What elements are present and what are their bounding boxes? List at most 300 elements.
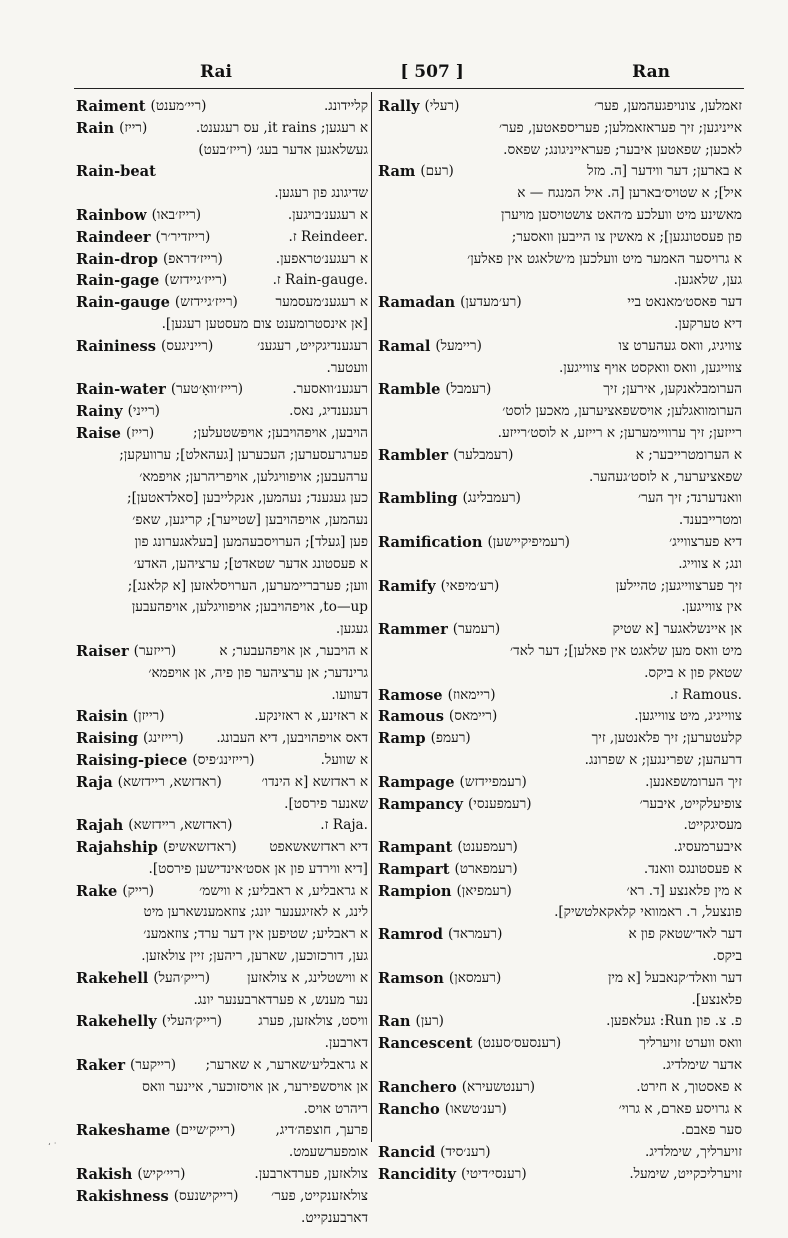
pronunciation: (רע׳מיפאי): [440, 577, 500, 594]
dictionary-entry: [76, 118, 368, 162]
definition-continuation: צווייגען, וואס וואקסט אויף צווייגען.: [558, 359, 742, 376]
headword: Raja: [76, 773, 113, 791]
entry-first-line: [378, 772, 742, 794]
pronunciation: (רייז׳דראפ): [162, 250, 223, 267]
definition-continuation: איל]; א שטויס׳בארען [ה. איל המנגח — א: [517, 185, 742, 202]
definition: פ. צ. פון Run: געלאפען.: [606, 1013, 742, 1030]
definition: רעגענדיגקייט, רעגענ׳: [257, 337, 368, 354]
headword: Raiser: [76, 642, 129, 660]
definition: א ראזינע, א ראזינקע.: [254, 708, 368, 725]
pronunciation: (רעמפענט): [457, 839, 518, 856]
definition-continuation: ערהעבען; אויפוויגלען, אויפריהרען; אויפמא׳: [139, 468, 368, 485]
dictionary-entry: [76, 205, 368, 227]
headword: Rambling: [378, 490, 458, 508]
definition-continuation: דרעהען; שפרינגען; א שפרונג.: [584, 751, 742, 768]
definition: א גראבליע׳שארער, א שארער;: [205, 1057, 368, 1074]
definition: א רעגענ׳מעסמער: [275, 294, 368, 311]
header-left-guideword: Rai: [200, 62, 232, 82]
definition: פרעך, חוצפה׳דיג,: [275, 1122, 368, 1139]
definition-continuation: א פעסטונג אדער שטאדט]; ערציהען, האדע׳: [133, 555, 368, 572]
entry-first-line: [76, 249, 368, 271]
pronunciation: (רייניגעס): [160, 337, 214, 354]
entry-first-line: [378, 445, 742, 467]
headword: Rancho: [378, 1100, 440, 1118]
dictionary-entry: [76, 1186, 368, 1230]
headword: Raisin: [76, 708, 128, 726]
definition-continuation: לאכען; שפאטען איבער; פעראייניגונג; שפאס.: [503, 141, 742, 158]
pronunciation: (רייזער): [133, 642, 177, 659]
pronunciation: (רעמפ): [430, 730, 471, 747]
definition-continuation: נעהמען, אויפהויבען [שטייער]; קריגען, שאפ׳: [132, 512, 368, 529]
definition: דער וואלד׳קנאבעל [א מין: [607, 969, 742, 986]
definition: דער פאסט׳מאנאט ביי: [627, 294, 742, 311]
entry-first-line: [378, 924, 742, 946]
entry-first-line: [378, 685, 742, 707]
pronunciation: (רייז): [125, 424, 155, 441]
definition: זיך פערצווייגען; טהיילען: [615, 577, 742, 594]
pronunciation: (ראדזשא, ריידזשא): [117, 773, 222, 790]
definition-continuation: ווען; פערבריימערען, הערויסלאזען [א קלאנג];: [127, 577, 368, 594]
pronunciation: (ריי׳מענט): [150, 98, 207, 114]
headword: Rakehelly: [76, 1013, 157, 1031]
definition-continuation: גען, דורכזוכען, שארען, ריהען; זיין צולאזען.: [141, 948, 368, 965]
dictionary-entry: [378, 706, 742, 728]
definition: א פאסטוך, א חירט.: [636, 1078, 742, 1095]
headword: Ram: [378, 163, 416, 181]
definition-continuation: הערומוואגלען; אויסשפאציערען, מאכען לוסט׳: [502, 403, 742, 420]
entry-first-line: [76, 837, 368, 859]
headword: Rajah: [76, 817, 124, 835]
page-mark: ʻ ˙: [48, 1142, 58, 1151]
dictionary-entry: [76, 837, 368, 881]
definition-continuation: מעסיגקייט.: [683, 817, 742, 834]
dictionary-entry: [76, 706, 368, 728]
definition: א רעגענ׳בויגען.: [287, 206, 368, 223]
definition-continuation: ומטרייבענד.: [678, 512, 742, 529]
dictionary-entry: [76, 379, 368, 401]
definition-continuation: א ראבליע; שטיפען אין דער ערד; צוזאמענ׳: [143, 926, 368, 943]
entry-first-line: [76, 1186, 368, 1208]
pronunciation: (רייז׳באו): [151, 206, 202, 223]
headword: Raiment: [76, 98, 146, 115]
pronunciation: (רעמבל): [445, 381, 492, 398]
definition-continuation: לינג, א לאזיגענער יונג; צוזאמענשארען מיט: [143, 904, 368, 921]
pronunciation: (ראדזשאשיפ): [162, 839, 237, 856]
definition-continuation: שדיגונג פון רעגען.: [274, 185, 368, 202]
definition: זאמלען, צונויפגעהמען, פער׳: [594, 98, 742, 114]
definition: א פעסטונגס וואנד.: [643, 860, 742, 877]
pronunciation: (רעמיפיקיישען): [487, 533, 570, 550]
dictionary-entry: [76, 423, 368, 641]
headword: Ramal: [378, 337, 431, 355]
entry-first-line: [378, 379, 742, 401]
definition: א הערומטרייבער; א: [635, 446, 742, 463]
entry-first-line: [76, 881, 368, 903]
definition-continuation: אדער שימלדיג.: [662, 1057, 742, 1074]
pronunciation: (רעמבלינג): [462, 490, 521, 507]
pronunciation: (רייז׳גיידזש): [174, 294, 238, 311]
definition: וויסט, צולאזען, פערג: [258, 1013, 368, 1030]
definition: דאס אויפהויבען, דיא העבונג.: [216, 730, 368, 747]
definition-continuation: שטאק פון א ביקס.: [644, 664, 742, 681]
definition: וואנדערנד; זיך הער׳: [638, 490, 742, 507]
entry-first-line: [76, 161, 368, 183]
left-column: [76, 96, 368, 1229]
headword: Rampancy: [378, 795, 463, 813]
entry-first-line: [378, 576, 742, 598]
dictionary-entry: [378, 1164, 742, 1186]
headword: Rain: [76, 119, 115, 137]
headword: Ramrod: [378, 926, 443, 944]
definition-continuation: to—up, אויפהויבען; אויפוויגלען, אויפהעבען: [131, 599, 368, 616]
definition-continuation: א גרויסער האמער מיט וועלכען מ׳שלאגט אין פאלען׳: [467, 250, 742, 267]
headword: Raker: [76, 1057, 126, 1075]
entry-first-line: [378, 1142, 742, 1164]
right-column: [378, 96, 742, 1186]
definition-continuation: געשלאגען אדער בעג׳ (רייז׳בעט): [198, 141, 368, 158]
definition-continuation: פונצעל, ר. ראמוואי קלאקאלטשיק].: [554, 904, 742, 921]
headword: Rampion: [378, 882, 452, 900]
headword: Rancid: [378, 1144, 436, 1162]
entry-first-line: [378, 859, 742, 881]
headword: Ramadan: [378, 294, 456, 312]
headword: Rain-beat: [76, 163, 156, 181]
headword: Ran: [378, 1013, 411, 1031]
definition: אן איינשלאגער [א שטיק: [612, 621, 742, 638]
definition: א ראדזשא [א הינדו׳: [261, 773, 368, 790]
dictionary-entry: [76, 1164, 368, 1186]
headword: Rajahship: [76, 839, 158, 857]
dictionary-entry: [76, 270, 368, 292]
pronunciation: (רייני): [127, 403, 160, 420]
headword: Rambler: [378, 446, 449, 464]
entry-first-line: [378, 1011, 742, 1033]
definition-continuation: וועטער.: [326, 359, 368, 376]
headword: Rakehell: [76, 969, 149, 987]
definition-continuation: גען, שלאגען.: [673, 272, 742, 289]
dictionary-entry: [76, 881, 368, 968]
headword: Rain-gauge: [76, 294, 170, 312]
pronunciation: (ראדזשא, ריידזשא): [128, 817, 233, 834]
headword: Raising: [76, 730, 139, 748]
dictionary-entry: [76, 750, 368, 772]
dictionary-entry: [378, 532, 742, 576]
dictionary-entry: [378, 685, 742, 707]
definition: רעגענדיג, נאס.: [289, 403, 368, 420]
entry-first-line: [76, 641, 368, 663]
definition-continuation: דארבענקייט.: [301, 1209, 368, 1226]
dictionary-entry: [76, 772, 368, 816]
definition: קלעטערען; זיך פלאנטען, זיך: [591, 730, 742, 747]
definition-continuation: סער פאבם.: [680, 1122, 742, 1139]
entry-first-line: [76, 336, 368, 358]
definition: צופיעלקייט, איבער׳: [639, 795, 742, 812]
pronunciation: (רעמפיידזש): [459, 773, 527, 790]
headword: Rakish: [76, 1166, 133, 1184]
definition-continuation: אן אויסשפירער, אן אויסזוכער, איינער וואס: [142, 1078, 368, 1095]
definition-continuation: פלאנצע].: [691, 991, 742, 1008]
pronunciation: (רעמפארט): [454, 860, 518, 877]
entry-first-line: [378, 968, 742, 990]
pronunciation: (רעמסאן): [448, 969, 502, 986]
dictionary-entry: [378, 968, 742, 1012]
dictionary-entry: [76, 968, 368, 1012]
definition-continuation: ביקס.: [712, 948, 742, 965]
entry-first-line: [378, 1033, 742, 1055]
headword: Rampant: [378, 839, 453, 857]
definition-continuation: דארבען.: [324, 1035, 368, 1052]
dictionary-entry: [378, 619, 742, 684]
definition: זויערליך, שימלדיג.: [645, 1144, 742, 1161]
entry-first-line: [378, 336, 742, 358]
definition-continuation: פערגרעסערען; העכערען [געהאלט]; ערוועקען;: [119, 446, 368, 463]
definition-continuation: ונג; א צווייג.: [678, 555, 742, 572]
entry-first-line: [378, 837, 742, 859]
dictionary-entry: [76, 1120, 368, 1164]
pronunciation: (רענ׳טשאו): [444, 1100, 507, 1117]
definition: א רעגען; it rains, עס רעגענט.: [195, 119, 368, 136]
entry-first-line: [378, 706, 742, 728]
dictionary-entry: [76, 1011, 368, 1055]
pronunciation: (רייז׳גיידזש): [164, 272, 228, 289]
definition: .Rain-gauge ז.: [272, 272, 368, 289]
entry-first-line: [76, 423, 368, 445]
definition: א שוועל.: [320, 751, 368, 768]
pronunciation: (רייק): [122, 882, 155, 899]
headword: Rainbow: [76, 206, 147, 224]
definition-continuation: שפאציערער, א לוסט׳געהער.: [588, 468, 742, 485]
pronunciation: (ריימעל): [435, 337, 482, 354]
entry-first-line: [378, 292, 742, 314]
dictionary-entry: [378, 881, 742, 925]
column-divider: [371, 92, 372, 1142]
pronunciation: (רעלי): [424, 98, 460, 114]
definition: א רעגענ׳טראפען.: [275, 250, 368, 267]
definition: א בארען; דער ווידער [ה. מזל: [587, 163, 742, 180]
dictionary-entry: [378, 837, 742, 859]
definition-continuation: געגען.: [335, 621, 368, 638]
headword: Ramification: [378, 533, 483, 551]
dictionary-entry: [378, 859, 742, 881]
entry-first-line: [378, 881, 742, 903]
definition: א הויבער, אן אויפהעבער; א: [219, 642, 368, 659]
definition: [156, 161, 368, 183]
pronunciation: (רענסי׳דיטי): [460, 1166, 527, 1183]
definition: זיך הערומשפאנען.: [645, 773, 742, 790]
entry-first-line: [76, 728, 368, 750]
definition-continuation: רייזען; זיך ערוויימערען; א רייזע, א לוסט׳רייזע.: [497, 424, 742, 441]
dictionary-entry: [378, 292, 742, 336]
headword: Rakishness: [76, 1187, 169, 1205]
dictionary-entry: [378, 1077, 742, 1099]
definition-continuation: אין צווייגען.: [681, 599, 742, 616]
entry-first-line: [76, 270, 368, 292]
dictionary-entry: [378, 445, 742, 489]
entry-first-line: [76, 118, 368, 140]
entry-first-line: [378, 619, 742, 641]
entry-first-line: [378, 1099, 742, 1121]
headword: Rampage: [378, 773, 455, 791]
entry-first-line: [76, 1055, 368, 1077]
entry-first-line: [76, 1120, 368, 1142]
dictionary-entry: [76, 815, 368, 837]
definition: .Ramous ז.: [669, 686, 742, 703]
definition-continuation: [דיא ווירדע פון אן אסט׳אינדישען פירסט].: [148, 860, 368, 877]
headword: Raindeer: [76, 228, 151, 246]
dictionary-entry: [378, 379, 742, 444]
pronunciation: (רייזן): [132, 708, 165, 725]
entry-first-line: [378, 728, 742, 750]
pronunciation: (רעמפענסי): [468, 795, 532, 812]
entry-first-line: [76, 96, 368, 118]
dictionary-entry: [378, 772, 742, 794]
pronunciation: (רייזינג): [143, 730, 184, 747]
dictionary-entry: [76, 336, 368, 380]
dictionary-entry: [378, 336, 742, 380]
headword: Rain-water: [76, 381, 166, 399]
pronunciation: (רעמבלער): [453, 446, 514, 463]
dictionary-entry: [378, 1011, 742, 1033]
dictionary-entry: [76, 292, 368, 336]
definition: הערומבלאנקען, אירען; זיך: [603, 381, 742, 398]
dictionary-entry: [378, 1142, 742, 1164]
headword: Rancescent: [378, 1035, 473, 1053]
pronunciation: (רענ׳סיד): [440, 1144, 491, 1161]
entry-first-line: [76, 292, 368, 314]
pronunciation: (רען): [415, 1013, 444, 1030]
entry-first-line: [76, 227, 368, 249]
definition: איבערמעסיג.: [673, 839, 742, 856]
pronunciation: (רייז׳וואָ׳טער): [170, 381, 244, 398]
headword: Rakeshame: [76, 1122, 171, 1140]
dictionary-entry: [378, 1099, 742, 1143]
dictionary-entry: [76, 96, 368, 118]
dictionary-entry: [378, 794, 742, 838]
pronunciation: (רענטשעירא): [461, 1078, 536, 1095]
definition-continuation: דעוועו.: [331, 686, 368, 703]
definition-continuation: ריהרט אויס.: [303, 1100, 368, 1117]
dictionary-entry: [76, 641, 368, 706]
header-rule: [74, 88, 744, 89]
headword: Ramp: [378, 730, 426, 748]
pronunciation: (ריי׳קיש): [137, 1166, 186, 1183]
dictionary-entry: [76, 401, 368, 423]
definition: צוויגיג, וואס געהערט צו: [618, 337, 742, 354]
pronunciation: (רייקישנעס): [173, 1187, 239, 1204]
definition: א ווישטלינג, א צולאזען: [247, 969, 368, 986]
entry-first-line: [76, 1164, 368, 1186]
pronunciation: (רייזדיר׳ר): [155, 228, 211, 245]
pronunciation: (רייזינג׳פיס): [192, 751, 255, 768]
entry-first-line: [378, 488, 742, 510]
headword: Rancidity: [378, 1166, 456, 1184]
headword: Rainy: [76, 403, 123, 421]
entry-first-line: [378, 1164, 742, 1186]
definition: דער לאד׳שטאק פון א: [628, 926, 742, 943]
dictionary-entry: [76, 728, 368, 750]
definition-continuation: [אן אינסטרומענט צום מעסטען רעגען].: [161, 315, 368, 332]
definition-continuation: שאנער פירסט].: [284, 795, 368, 812]
dictionary-entry: [378, 161, 742, 292]
definition: דיא פערצווייג׳: [669, 533, 742, 550]
dictionary-entry: [378, 488, 742, 532]
headword: Ramous: [378, 708, 444, 726]
entry-first-line: [378, 161, 742, 183]
definition: א גרויסע פארם, א גרוי׳: [618, 1100, 742, 1117]
definition-continuation: אומפערשעמט.: [288, 1144, 368, 1161]
dictionary-entry: [378, 96, 742, 161]
entry-first-line: [378, 96, 742, 118]
headword: Raise: [76, 424, 121, 442]
definition: דיא ראדזשאשאפט: [269, 839, 368, 856]
pronunciation: (רייקער): [130, 1057, 177, 1074]
entry-first-line: [378, 532, 742, 554]
pronunciation: (רעם): [420, 163, 454, 180]
definition-continuation: מיט וואס מען שלאגט אין פאלען]; דער לאד׳: [510, 642, 742, 659]
entry-first-line: [76, 750, 368, 772]
entry-first-line: [378, 1077, 742, 1099]
entry-first-line: [76, 772, 368, 794]
definition: קליידונג.: [323, 98, 368, 114]
definition-continuation: פון פעסטונגען]; א מאשין צו הייבען וואסער;: [511, 228, 742, 245]
pronunciation: (ריימאס): [448, 708, 498, 725]
headword: Rampart: [378, 860, 450, 878]
dictionary-entry: [378, 1033, 742, 1077]
headword: Ramble: [378, 381, 441, 399]
definition: זויערליכקייט, שימעל.: [629, 1166, 742, 1183]
headword: Rally: [378, 98, 420, 115]
pronunciation: (ריימאוז): [447, 686, 496, 703]
pronunciation: (רעמפיאן): [456, 882, 512, 899]
definition-continuation: פען [געלד]; הערויסבעהמען [בעלאגערונג פון: [134, 533, 368, 550]
pronunciation: (רייק׳העל): [153, 969, 211, 986]
headword: Ranchero: [378, 1078, 457, 1096]
page-header: [74, 58, 744, 86]
definition: צולאזענקייט, פער׳: [271, 1187, 368, 1204]
headword: Ramify: [378, 577, 436, 595]
definition: וואס ווערט זויערליך: [639, 1035, 742, 1052]
entry-first-line: [76, 968, 368, 990]
headword: Ramson: [378, 969, 444, 987]
entry-first-line: [76, 706, 368, 728]
definition-continuation: דיא טערקען.: [674, 315, 742, 332]
headword: Rain-gage: [76, 272, 160, 290]
headword: Raising-piece: [76, 751, 188, 769]
entry-first-line: [76, 205, 368, 227]
dictionary-entry: [378, 728, 742, 772]
definition: צולאזען, פערדארבען.: [254, 1166, 368, 1183]
dictionary-entry: [378, 576, 742, 620]
headword: Ramose: [378, 686, 443, 704]
dictionary-entry: [76, 161, 368, 205]
pronunciation: (רייז): [119, 119, 148, 136]
headword: Rain-drop: [76, 250, 158, 268]
entry-first-line: [76, 379, 368, 401]
headword: Raininess: [76, 337, 156, 355]
pronunciation: (רעמראד): [448, 926, 503, 943]
entry-first-line: [76, 1011, 368, 1033]
definition: .Reindeer ז.: [288, 228, 368, 245]
dictionary-entry: [76, 1055, 368, 1120]
pronunciation: (רענסעס׳סענט): [477, 1035, 562, 1052]
header-page-number: [ 507 ]: [400, 62, 464, 82]
definition-continuation: גרינדער; אן ערציהער פון פיה, אן אויפמא׳: [148, 664, 368, 681]
header-right-guideword: Ran: [632, 62, 670, 82]
definition-continuation: נער מענש, א פערדארבענער יונג.: [193, 991, 368, 1008]
definition: א מין פלאנצע [ד. רא׳: [626, 882, 742, 899]
entry-first-line: [76, 401, 368, 423]
dictionary-entry: [76, 249, 368, 271]
